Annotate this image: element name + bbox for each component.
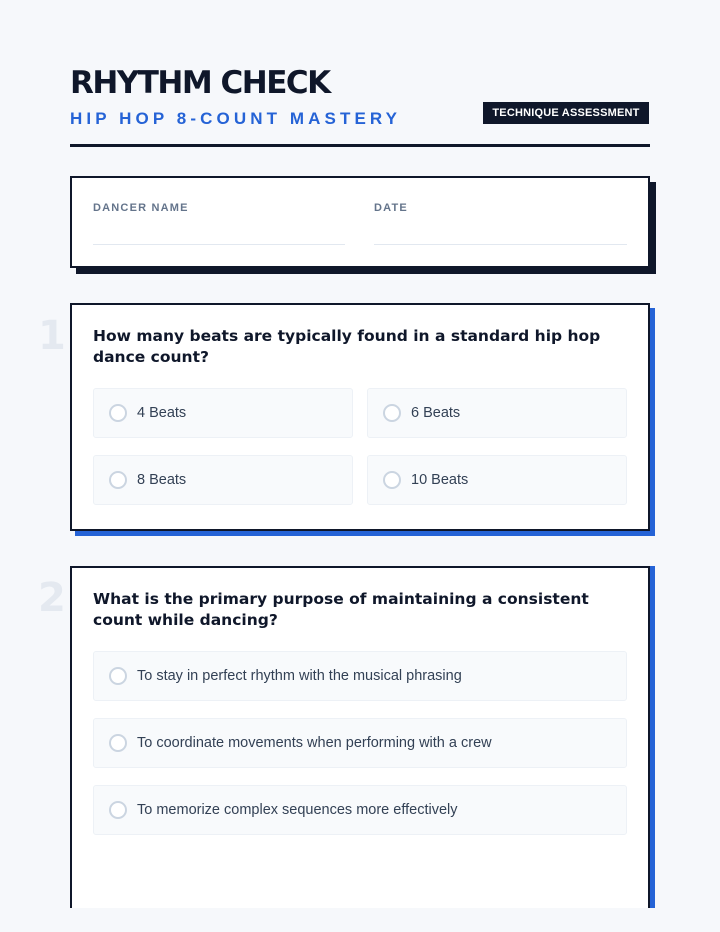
answer-option[interactable] [367,388,627,438]
answer-option[interactable] [93,455,353,505]
answer-option[interactable] [367,455,627,505]
answer-label: 10 Beats [411,472,469,488]
answer-label: 8 Beats [137,472,187,488]
answer-option[interactable] [93,388,353,438]
answer-label: To coordinate movements when performing with a crew [137,735,492,751]
answer-option[interactable] [93,785,627,835]
dancer-name-field[interactable] [93,244,345,245]
header-divider [70,144,650,147]
answer-label: 6 Beats [411,405,461,421]
radio-circle-icon[interactable] [109,667,127,685]
page-subtitle: HIP HOP 8-COUNT MASTERY [70,109,402,128]
answer-label: To stay in perfect rhythm with the musical phrasing [137,668,462,684]
radio-circle-icon[interactable] [109,404,127,422]
question-text: What is the primary purpose of maintaining a consistent count while dancing? [93,590,589,629]
radio-circle-icon[interactable] [109,801,127,819]
question-number: 1 [38,313,66,359]
assessment-badge: TECHNIQUE ASSESSMENT [483,102,649,124]
radio-circle-icon[interactable] [109,734,127,752]
radio-circle-icon[interactable] [383,471,401,489]
question-card-2 [70,566,650,908]
date-label: DATE [374,202,408,214]
answer-label: To memorize complex sequences more effectively [137,802,458,818]
dancer-name-label: DANCER NAME [93,202,189,214]
date-field[interactable] [374,244,627,245]
page-title: RHYTHM CHECK [70,65,330,101]
dancer-info-card [70,176,650,268]
radio-circle-icon[interactable] [383,404,401,422]
radio-circle-icon[interactable] [109,471,127,489]
answer-option[interactable] [93,651,627,701]
answer-option[interactable] [93,718,627,768]
question-text: How many beats are typically found in a standard hip hop dance count? [93,327,601,366]
question-number: 2 [38,575,66,621]
question-card-1 [70,303,650,531]
answer-label: 4 Beats [137,405,187,421]
